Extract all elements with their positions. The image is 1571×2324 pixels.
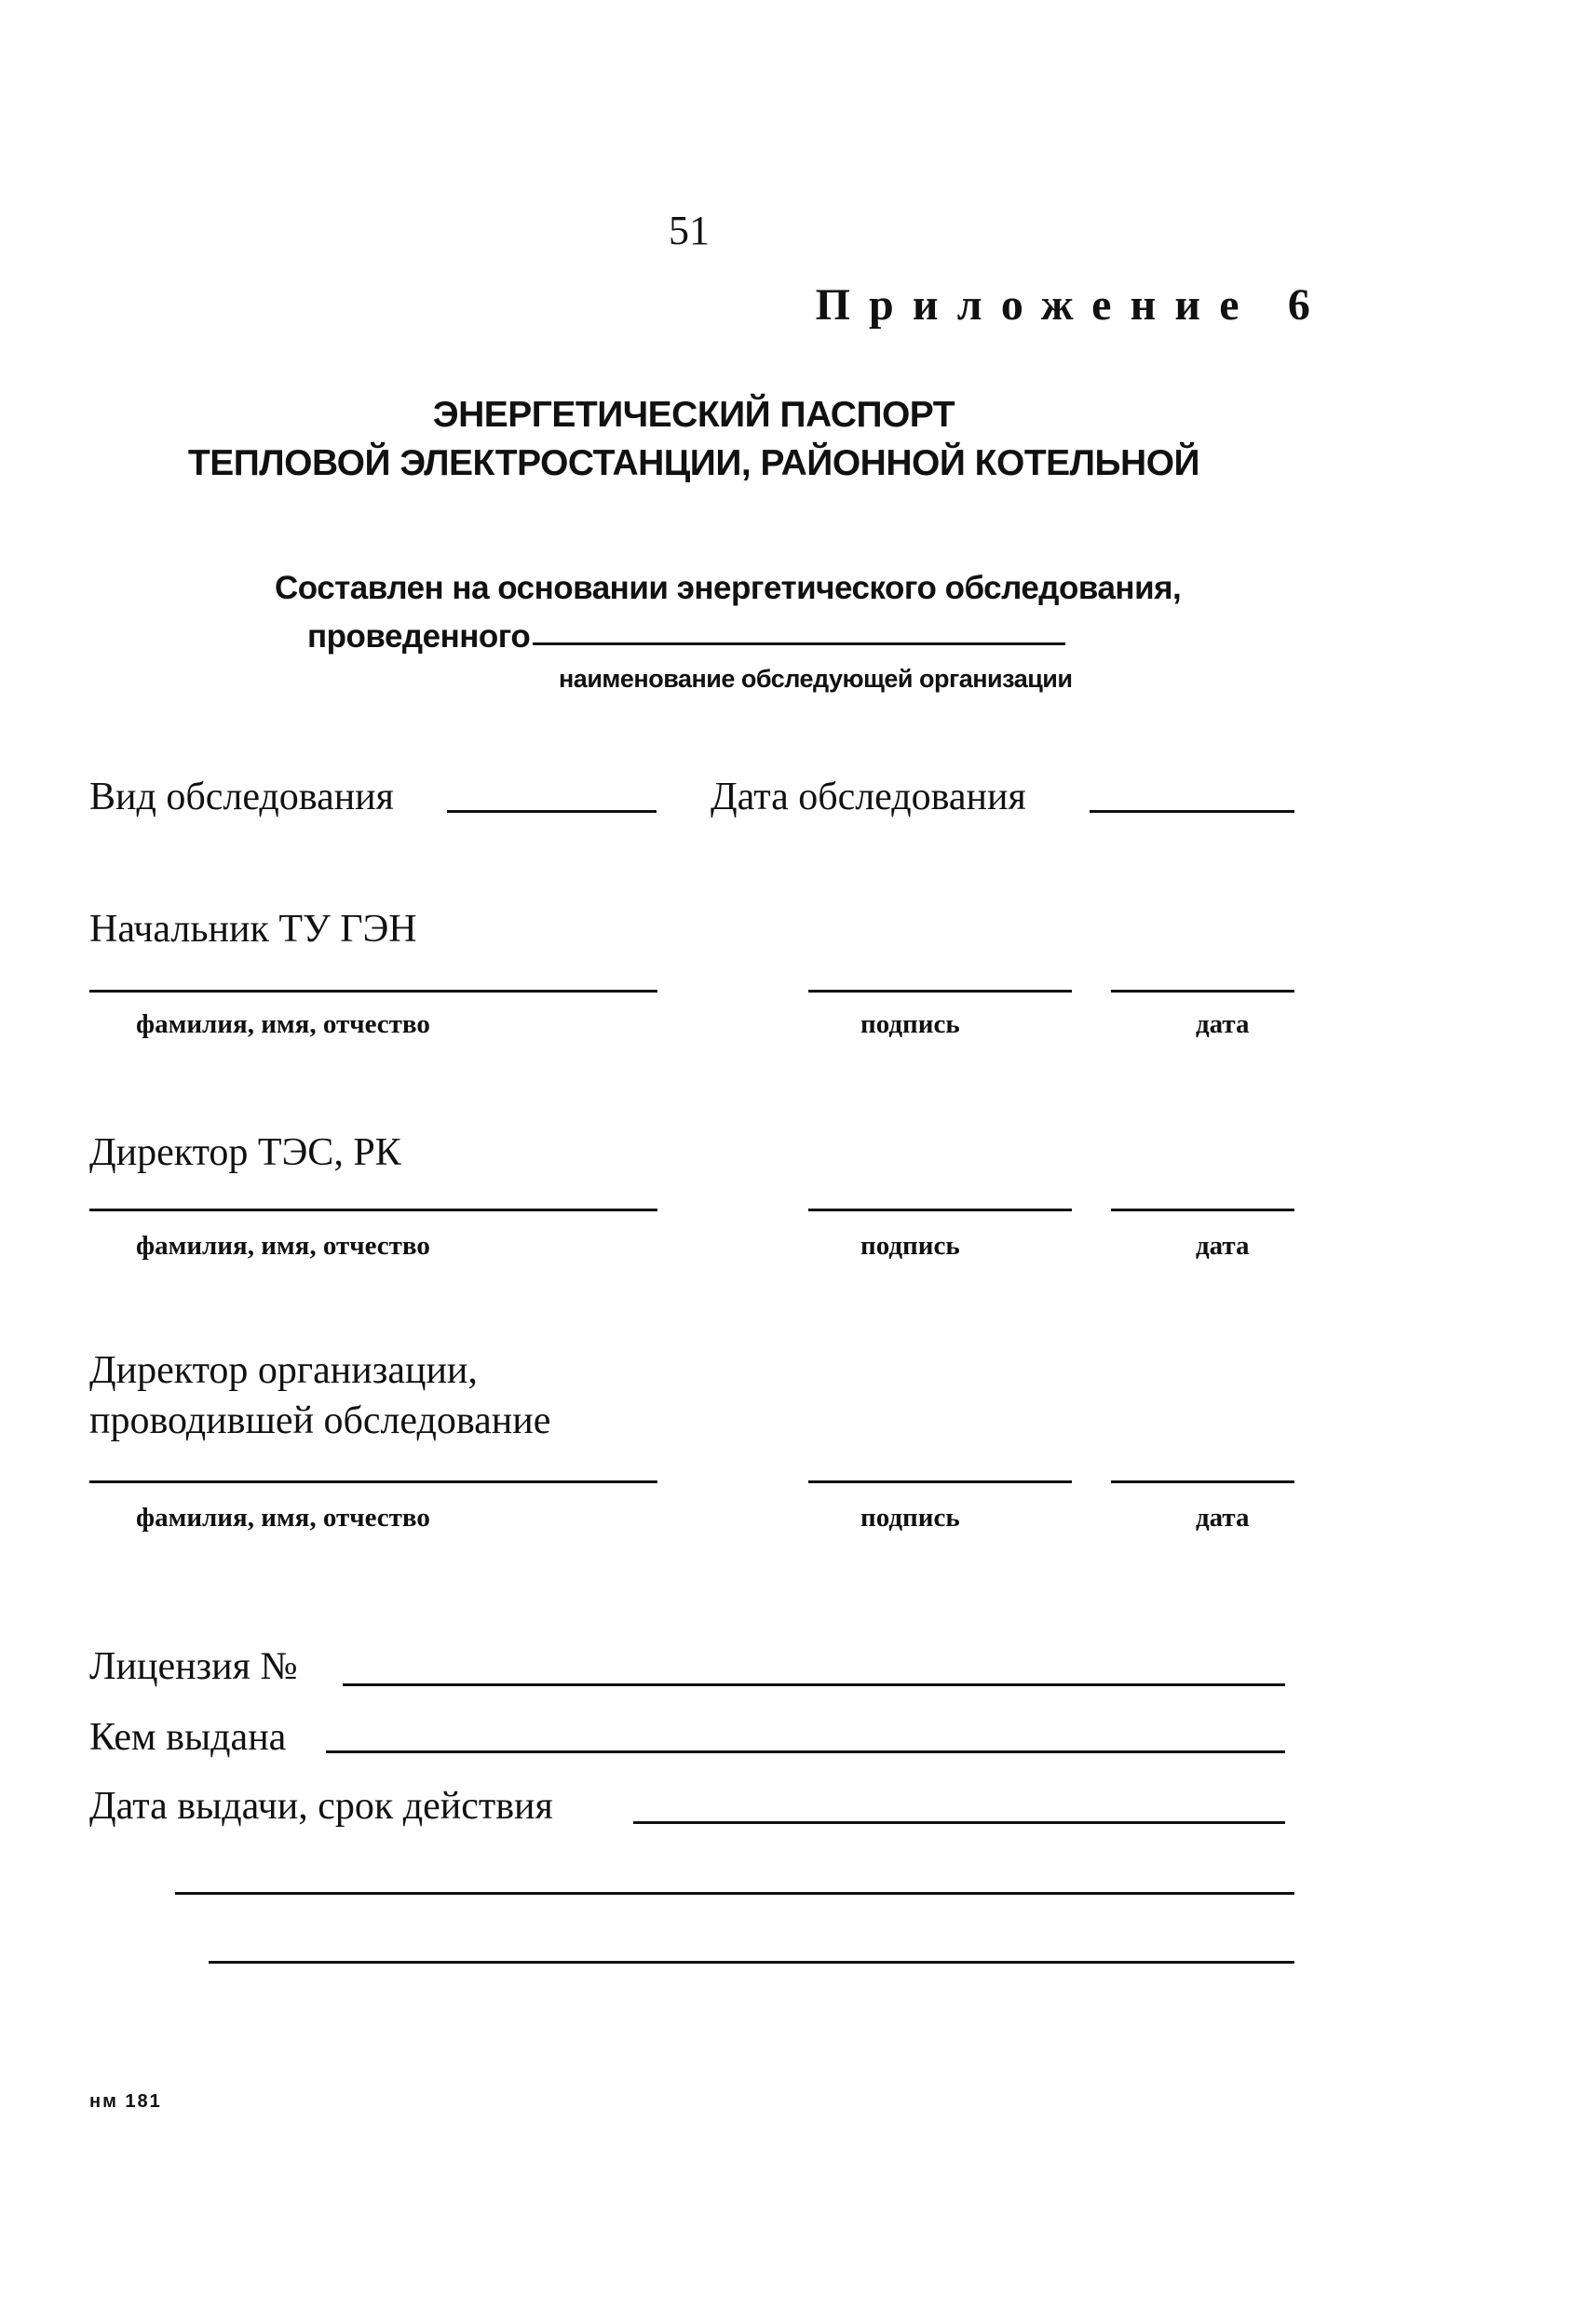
date-caption: дата (1196, 1503, 1250, 1533)
signatory-signature-field[interactable] (808, 1480, 1072, 1483)
signature-caption: подпись (860, 1009, 960, 1039)
date-caption: дата (1196, 1231, 1250, 1261)
appendix-label: Приложение 6 (815, 280, 1329, 330)
signatory-date-field[interactable] (1111, 990, 1294, 993)
issued-by-label: Кем выдана (89, 1716, 287, 1759)
signatory-signature-field[interactable] (808, 990, 1072, 993)
date-caption: дата (1196, 1009, 1250, 1039)
inspection-date-label: Дата обследования (711, 776, 1026, 818)
organization-name-caption: наименование обследующей организации (559, 665, 1073, 693)
issue-date-validity-field[interactable] (633, 1821, 1285, 1824)
license-number-field[interactable] (343, 1683, 1285, 1686)
signatory-name-field[interactable] (89, 990, 657, 993)
signature-caption: подпись (860, 1503, 960, 1533)
document-title-line-2: ТЕПЛОВОЙ ЭЛЕКТРОСТАНЦИИ, РАЙОННОЙ КОТЕЛЬНОЙ (187, 443, 1200, 483)
signatory-title: Директор ТЭС, РК (89, 1131, 401, 1174)
signatory-name-field[interactable] (89, 1480, 657, 1483)
inspection-date-field[interactable] (1090, 810, 1294, 813)
signatory-date-field[interactable] (1111, 1480, 1294, 1483)
signatory-title: Начальник ТУ ГЭН (89, 908, 417, 951)
signature-caption: подпись (860, 1231, 960, 1261)
signatory-title-line-2: проводившей обследование (89, 1399, 551, 1442)
organization-name-field[interactable] (533, 642, 1065, 645)
basis-text-line-1: Составлен на основании энергетического обследования, (275, 570, 1182, 606)
extra-line-field[interactable] (175, 1892, 1294, 1895)
document-title-line-1: ЭНЕРГЕТИЧЕСКИЙ ПАСПОРТ (432, 395, 955, 435)
license-number-label: Лицензия № (89, 1645, 298, 1688)
page-number: 51 (669, 208, 710, 253)
issue-date-validity-label: Дата выдачи, срок действия (89, 1785, 553, 1828)
extra-line-field[interactable] (209, 1961, 1294, 1964)
signatory-date-field[interactable] (1111, 1209, 1294, 1211)
inspection-type-label: Вид обследования (89, 776, 394, 818)
corner-mark: нм 181 (89, 2091, 162, 2112)
basis-text-line-2: проведенного (307, 618, 531, 655)
name-caption: фамилия, имя, отчество (136, 1231, 430, 1261)
signatory-title: Директор организации, (89, 1349, 478, 1392)
issued-by-field[interactable] (326, 1750, 1285, 1753)
name-caption: фамилия, имя, отчество (136, 1503, 430, 1533)
name-caption: фамилия, имя, отчество (136, 1009, 430, 1039)
inspection-type-field[interactable] (447, 810, 657, 813)
signatory-name-field[interactable] (89, 1209, 657, 1211)
signatory-signature-field[interactable] (808, 1209, 1072, 1211)
